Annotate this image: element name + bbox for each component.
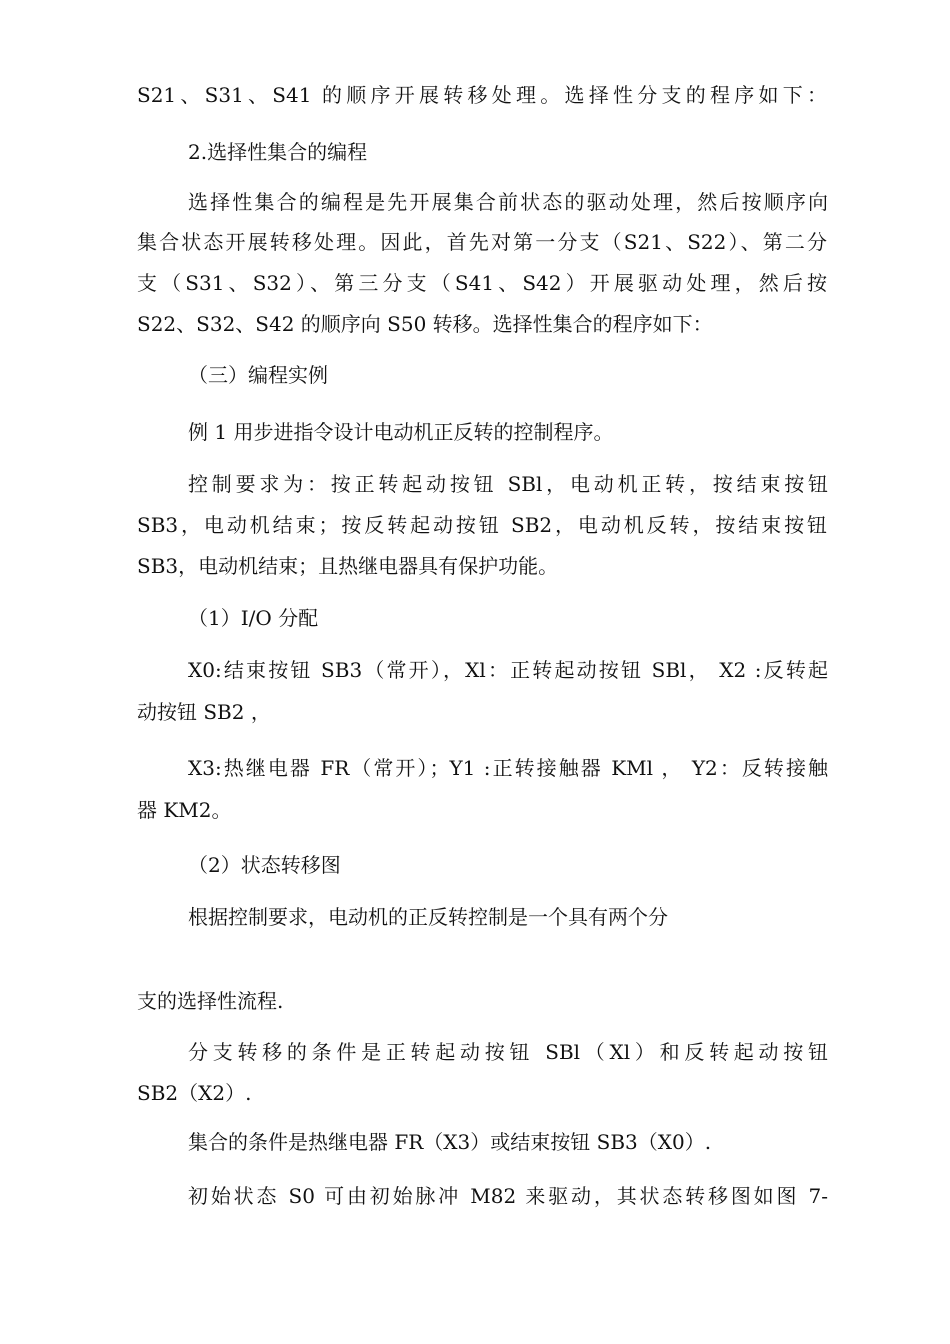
text-line-5: 支（S31、S32）、第三分支（S41、S42）开展驱动处理，然后按: [137, 271, 827, 295]
section-heading-selective-merge: 2.选择性集合的编程: [188, 140, 368, 164]
subheading-state-transition-diagram: （2）状态转移图: [188, 853, 341, 877]
text-line-1: S21、S31、S41 的顺序开展转移处理。选择性分支的程序如下：: [137, 83, 827, 107]
text-line-6: S22、S32、S42 的顺序向 S50 转移。选择性集合的程序如下：: [137, 312, 713, 336]
text-line-18: 根据控制要求，电动机的正反转控制是一个具有两个分: [188, 905, 668, 929]
section-heading-examples: （三）编程实例: [188, 363, 328, 387]
text-line-22: 集合的条件是热继电器 FR（X3）或结束按钮 SB3（X0）.: [188, 1130, 712, 1154]
text-line-23: 初始状态 S0 可由初始脉冲 M82 来驱动，其状态转移图如图 7-: [188, 1184, 828, 1208]
text-line-20: 分支转移的条件是正转起动按钮 SBl（Xl）和反转起动按钮: [188, 1040, 828, 1064]
text-line-9: 控制要求为：按正转起动按钮 SBl，电动机正转，按结束按钮: [188, 472, 828, 496]
text-line-13: X0:结束按钮 SB3（常开），Xl：正转起动按钮 SBl， X2 :反转起: [188, 658, 828, 682]
text-line-11: SB3，电动机结束；且热继电器具有保护功能。: [137, 554, 559, 578]
subheading-io-assignment: （1）I/O 分配: [188, 606, 319, 630]
text-line-10: SB3，电动机结束；按反转起动按钮 SB2，电动机反转，按结束按钮: [137, 513, 827, 537]
text-line-14: 动按钮 SB2 ，: [137, 700, 271, 724]
text-line-21: SB2（X2）.: [137, 1081, 252, 1105]
text-line-16: 器 KM2。: [137, 798, 232, 822]
text-line-3: 选择性集合的编程是先开展集合前状态的驱动处理，然后按顺序向: [188, 190, 828, 214]
text-line-19: 支的选择性流程.: [137, 989, 284, 1013]
text-line-4: 集合状态开展转移处理。因此，首先对第一分支（S21、S22）、第二分: [137, 230, 827, 254]
example-title: 例 1 用步进指令设计电动机正反转的控制程序。: [188, 420, 614, 444]
text-line-15: X3:热继电器 FR（常开）；Y1 :正转接触器 KMl ， Y2：反转接触: [188, 756, 828, 780]
